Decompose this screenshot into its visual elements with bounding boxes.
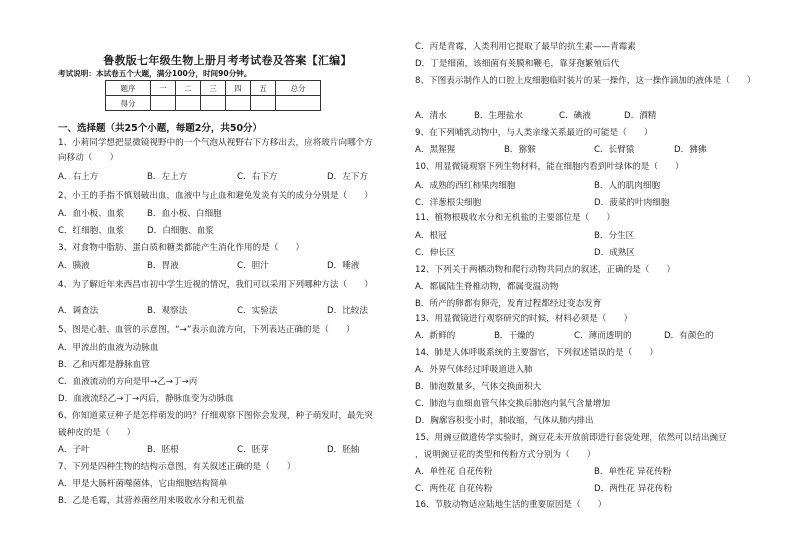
option: B．左上方 bbox=[147, 172, 188, 182]
option: D．白细胞、血浆 bbox=[147, 226, 214, 236]
score-table-header-row bbox=[106, 81, 321, 96]
question-text: 6、你知道菜豆种子是怎样萌发的吗？仔细观察下图你会发现，种子萌发时，最先突 bbox=[58, 411, 373, 421]
question-text: 9、在下列哺乳动物中，与人类亲缘关系最近的可能是（ ） bbox=[415, 128, 653, 138]
score-cell-empty bbox=[176, 96, 201, 111]
option: D．丁是细菌，该细菌有荚膜和鞭毛，靠芽孢繁殖后代 bbox=[415, 59, 620, 69]
option: C．洋葱根尖细胞 bbox=[415, 198, 482, 208]
question-text: 1、小莉同学想把显微镜视野中的一个气泡从视野右下方移出去，应将玻片向哪个方 bbox=[58, 138, 373, 148]
page-title: 鲁教版七年级生物上册月考考试卷及答案【汇编】 bbox=[103, 54, 352, 67]
question-text: 破种皮的是（ ） bbox=[58, 428, 136, 438]
score-cell-empty bbox=[151, 96, 176, 111]
option: A．胰液 bbox=[58, 261, 90, 271]
option: C．右下方 bbox=[237, 172, 278, 182]
option: A．新鲜的 bbox=[415, 331, 456, 341]
option: B．胃液 bbox=[147, 261, 179, 271]
option: A．甲是大肠杆菌噬菌体，它由细胞结构简单 bbox=[58, 479, 228, 489]
option: B．猕猴 bbox=[504, 145, 536, 155]
score-cell: 总分 bbox=[276, 81, 321, 96]
score-cell: 四 bbox=[226, 81, 251, 96]
option: A．调查法 bbox=[58, 306, 99, 316]
option: C．胆汁 bbox=[237, 261, 269, 271]
option: B．干燥的 bbox=[494, 331, 535, 341]
question-text: 12、下列关于两栖动物和爬行动物共同点的叙述，正确的是（ ） bbox=[415, 265, 676, 275]
question-text: 11、植物根吸收水分和无机盐的主要部位是（ ） bbox=[415, 213, 615, 223]
option: D．唾液 bbox=[327, 261, 360, 271]
question-text: ，说明豌豆花的类型和传粉方式分别为（ ） bbox=[415, 450, 596, 460]
option: D．菠菜的叶肉细胞 bbox=[594, 198, 670, 208]
exam-info: 考试说明：本试卷五个大题，满分100分，时间90分钟。 bbox=[58, 69, 252, 78]
option: B．生理盐水 bbox=[474, 111, 523, 121]
option: D．胚轴 bbox=[327, 445, 360, 455]
option: A．右上方 bbox=[58, 172, 99, 182]
option: D．有颜色的 bbox=[664, 331, 714, 341]
option: D．比较法 bbox=[327, 306, 368, 316]
option: B．观察法 bbox=[147, 306, 188, 316]
score-cell: 三 bbox=[201, 81, 226, 96]
question-text: 13、用显微镜进行观察研究的时候，材料必须是（ ） bbox=[415, 314, 633, 324]
question-text: 14、肺是人体呼吸系统的主要器官，下列叙述错误的是（ ） bbox=[415, 348, 658, 358]
option: A．都属陆生脊椎动物，都属变温动物 bbox=[415, 282, 559, 292]
score-cell-empty bbox=[201, 96, 226, 111]
option: B．乙和丙都是静脉血管 bbox=[58, 360, 150, 370]
option: C．胚芽 bbox=[237, 445, 269, 455]
question-text: 10、用显微镜观察下列生物材料，能在细胞内看到叶绿体的是（ ） bbox=[415, 162, 684, 172]
score-cell: 五 bbox=[251, 81, 276, 96]
option: C．肺泡与血细血管气体交换后肺泡内氧气含量增加 bbox=[415, 399, 611, 409]
option: A．单性花 自花传粉 bbox=[415, 467, 493, 477]
score-cell: 得分 bbox=[106, 96, 151, 111]
score-cell: 题序 bbox=[106, 81, 151, 96]
option: D．血液流经乙→丁→丙后，静脉血变为动脉血 bbox=[58, 394, 234, 404]
option: A．甲流出的血液为动脉血 bbox=[58, 343, 159, 353]
option: C．丙是青霉，人类利用它提取了最早的抗生素——青霉素 bbox=[415, 42, 636, 52]
score-cell-empty bbox=[226, 96, 251, 111]
option: B．乙是毛霉，其营养菌丝用来吸收水分和无机盐 bbox=[58, 496, 245, 506]
option: C．红细胞、血浆 bbox=[58, 226, 125, 236]
option: C．血液流动的方向是甲→乙→丁→丙 bbox=[58, 377, 198, 387]
option: D．狒狒 bbox=[674, 145, 707, 155]
option: A．血小板、血浆 bbox=[58, 209, 125, 219]
score-cell-empty bbox=[276, 96, 321, 111]
option: A．子叶 bbox=[58, 445, 90, 455]
option: B．血小板、白细胞 bbox=[147, 209, 222, 219]
option: D．左下方 bbox=[327, 172, 368, 182]
option: B．胚根 bbox=[147, 445, 179, 455]
option: D．胸廓容积变小时，肺收缩，气体从肺内排出 bbox=[415, 416, 594, 426]
question-text: 2、小王的手指不慎划破出血，血液中与止血和避免发炎有关的成分分别是（ ） bbox=[58, 191, 373, 201]
question-text: 7、下列是四种生物的结构示意图，有关叙述正确的是（ ） bbox=[58, 462, 296, 472]
option: A．根冠 bbox=[415, 231, 447, 241]
option: D．酒精 bbox=[624, 111, 657, 121]
question-text: 向移动（ ） bbox=[58, 153, 119, 163]
option: A．外界气体经过呼吸道进入肺 bbox=[415, 365, 533, 375]
question-text: 5、图是心脏、血管的示意图，“→”表示血流方向，下列表达正确的是（ ） bbox=[58, 325, 355, 335]
option: B．分生区 bbox=[594, 231, 635, 241]
option: B．人的肌肉细胞 bbox=[594, 181, 661, 191]
option: C．两性花 自花传粉 bbox=[415, 484, 493, 494]
score-cell-empty bbox=[251, 96, 276, 111]
option: C．碘液 bbox=[559, 111, 591, 121]
option: B．单性花 异花传粉 bbox=[594, 467, 672, 477]
question-text: 15、用豌豆做遗传学实验时，豌豆花未开放前即进行套袋处理，依然可以结出豌豆 bbox=[415, 433, 727, 443]
option: B．所产的卵都有卵壳，发育过程都经过变态发育 bbox=[415, 299, 602, 309]
option: A．黑猩猩 bbox=[415, 145, 456, 155]
question-text: 8、下图表示制作人的口腔上皮细胞临时装片的某一操作，这一操作滴加的液体是（ ） bbox=[415, 76, 756, 86]
section-heading: 一、选择题（共25个小题，每题2分，共50分） bbox=[58, 123, 263, 134]
score-cell: 二 bbox=[176, 81, 201, 96]
question-text: 4、为了解近年来西昌市初中学生近视的情况，我们可以采用下列哪种方法（ ） bbox=[58, 280, 373, 290]
score-cell: 一 bbox=[151, 81, 176, 96]
option: A．清水 bbox=[415, 111, 447, 121]
option: D．两性花 异花传粉 bbox=[594, 484, 673, 494]
option: C．薄而透明的 bbox=[574, 331, 632, 341]
option: C．实验法 bbox=[237, 306, 278, 316]
question-text: 3、对食物中脂肪、蛋白质和糖类都能产生消化作用的是（ ） bbox=[58, 243, 305, 253]
option: D．成熟区 bbox=[594, 248, 635, 258]
option: C．伸长区 bbox=[415, 248, 456, 258]
option: C．长臂猿 bbox=[594, 145, 635, 155]
option: B．肺泡数量多，气体交换面积大 bbox=[415, 382, 542, 392]
score-table-score-row bbox=[106, 96, 321, 111]
score-table bbox=[105, 80, 321, 111]
question-text: 16、节肢动物适应陆地生活的重要原因是（ ） bbox=[415, 500, 607, 510]
option: A．成熟的西红柿果肉细胞 bbox=[415, 181, 516, 191]
